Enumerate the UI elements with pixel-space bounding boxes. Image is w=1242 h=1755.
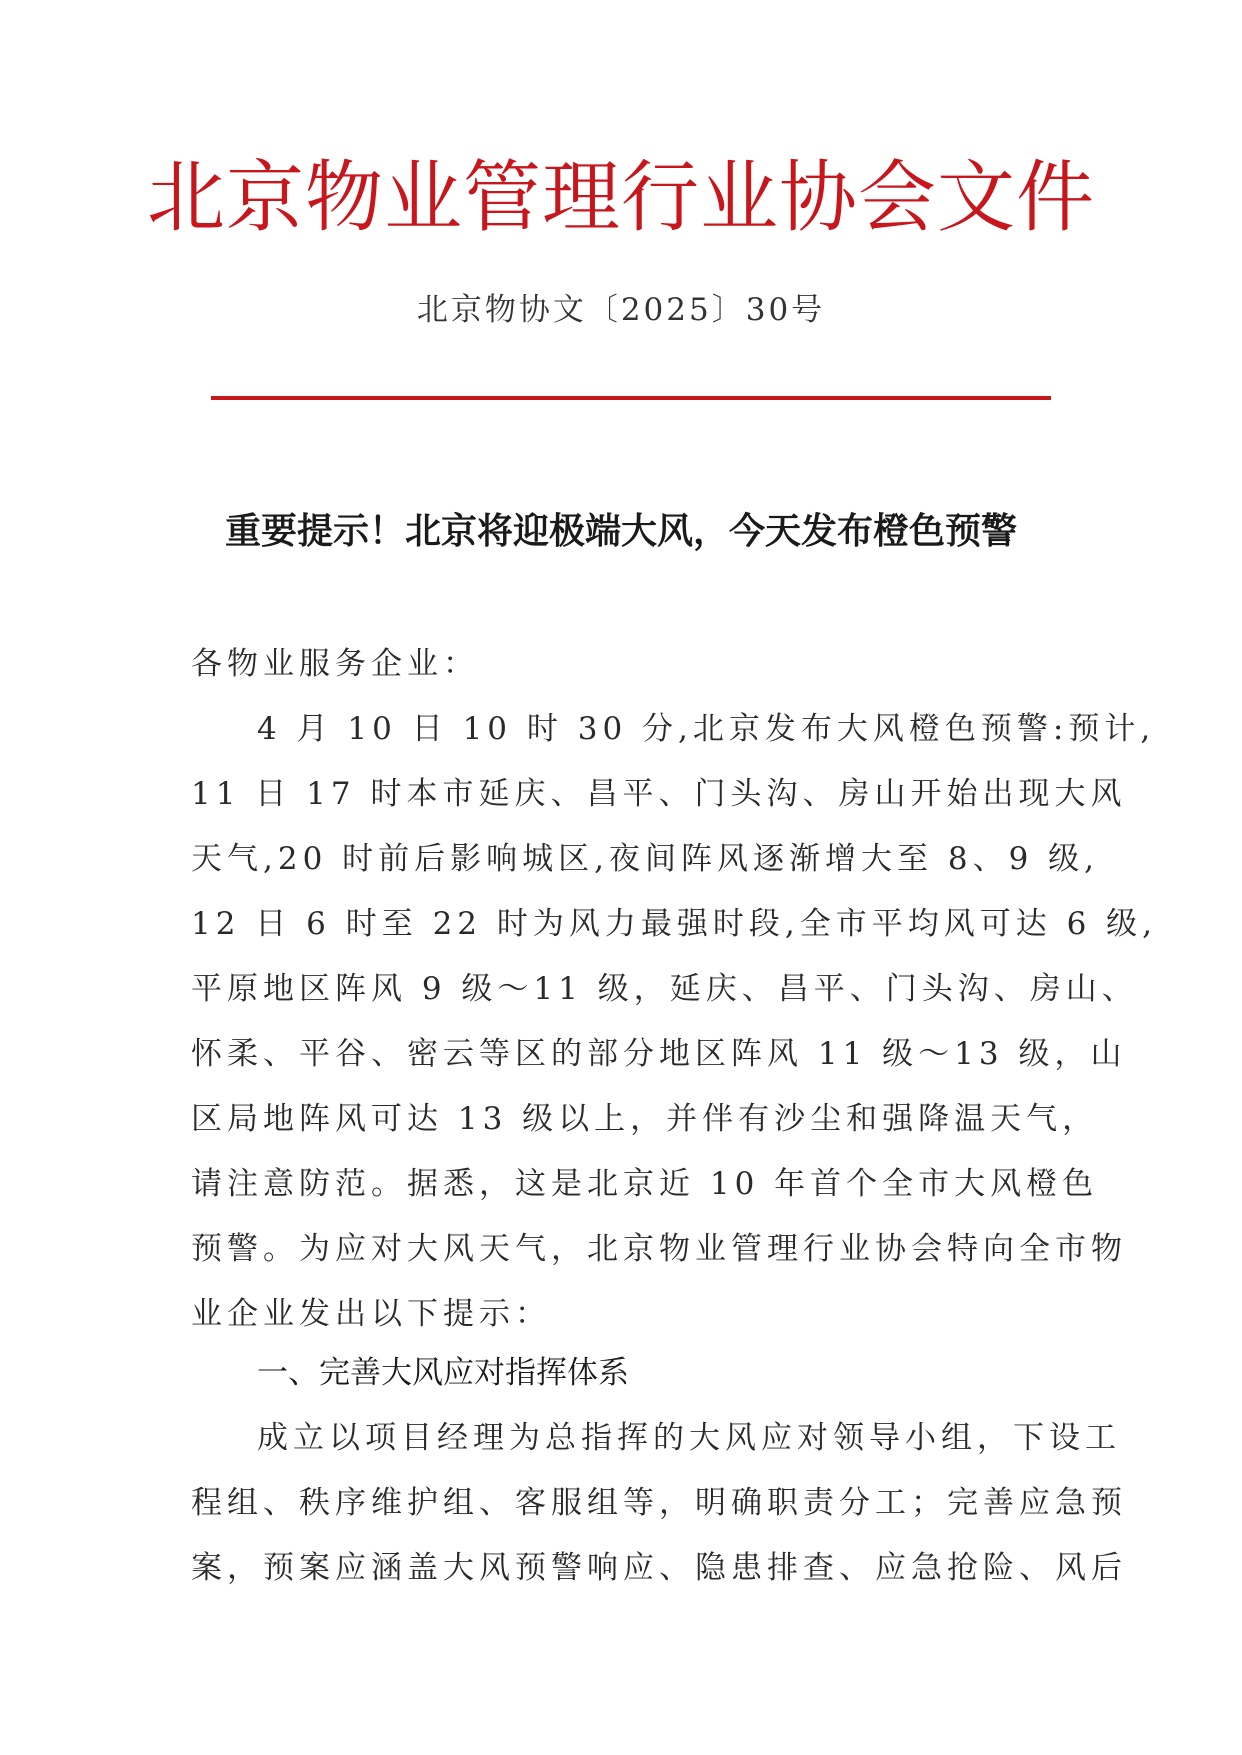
salutation: 各物业服务企业： [191,646,479,682]
paragraph-line: 成立以项目经理为总指挥的大风应对领导小组，下设工 [257,1420,1121,1456]
red-divider [211,396,1051,400]
paragraph-2 [191,1406,1127,1601]
paragraph-line: 预警。为应对大风天气，北京物业管理行业协会特向全市物 [191,1231,1127,1267]
headline: 重要提示！北京将迎极端大风，今天发布橙色预警 [224,510,1017,552]
paragraph-line: 11 日 17 时本市延庆、昌平、门头沟、房山开始出现大风 [191,776,1127,812]
paragraph-line: 业企业发出以下提示： [191,1296,551,1332]
paragraph-line: 区局地阵风可达 13 级以上，并伴有沙尘和强降温天气， [191,1101,1099,1137]
paragraph-line: 怀柔、平谷、密云等区的部分地区阵风 11 级～13 级，山 [191,1036,1127,1072]
section-heading: 一、完善大风应对指挥体系 [257,1355,629,1391]
paragraph-line: 程组、秩序维护组、客服组等，明确职责分工；完善应急预 [191,1485,1127,1521]
paragraph-1 [191,697,1158,1347]
paragraph-line: 请注意防范。据悉，这是北京近 10 年首个全市大风橙色 [191,1166,1099,1202]
document-number: 北京物协文〔2025〕30号 [416,292,826,328]
paragraph-line: 案，预案应涵盖大风预警响应、隐患排查、应急抢险、风后 [191,1550,1127,1586]
paragraph-line: 天气,20 时前后影响城区,夜间阵风逐渐增大至 8、9 级, [191,841,1100,877]
paragraph-line: 4 月 10 日 10 时 30 分,北京发布大风橙色预警:预计, [257,711,1156,747]
paragraph-line: 平原地区阵风 9 级～11 级，延庆、昌平、门头沟、房山、 [191,971,1138,1007]
paragraph-line: 12 日 6 时至 22 时为风力最强时段,全市平均风可达 6 级, [191,906,1158,942]
org-title: 北京物业管理行业协会文件 [146,153,1095,243]
